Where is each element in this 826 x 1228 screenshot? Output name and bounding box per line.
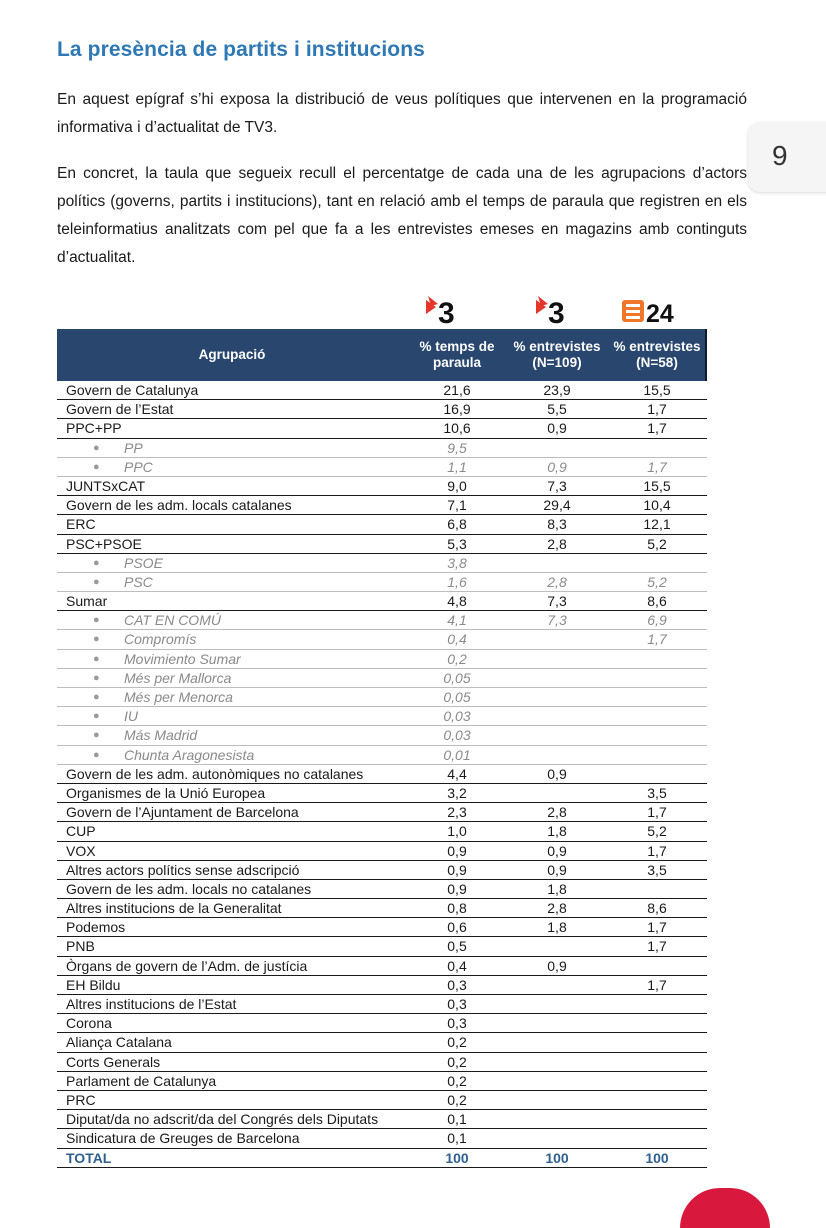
table-row bbox=[57, 995, 707, 1014]
tv3-logo-text: 3 bbox=[438, 297, 455, 326]
table-row bbox=[57, 400, 707, 419]
row-temps-paraula: 0,1 bbox=[447, 1111, 467, 1128]
row-entrevistes-324: 5,2 bbox=[647, 573, 667, 590]
row-entrevistes-324: 1,7 bbox=[647, 420, 667, 437]
row-temps-paraula: 9,0 bbox=[447, 477, 467, 494]
row-entrevistes-324: 15,5 bbox=[643, 382, 671, 398]
row-entrevistes-tv3: 23,9 bbox=[543, 382, 571, 398]
row-name: CAT EN COMÚ bbox=[124, 612, 221, 629]
row-entrevistes-324 bbox=[607, 746, 707, 765]
row-temps-paraula: 0,2 bbox=[447, 1053, 467, 1070]
table-row bbox=[57, 937, 707, 956]
row-entrevistes-tv3: 1,8 bbox=[547, 880, 567, 897]
tv3-logo-text-2: 3 bbox=[548, 297, 565, 326]
row-temps-paraula: 0,4 bbox=[447, 957, 467, 974]
row-temps-paraula: 0,2 bbox=[447, 1072, 467, 1089]
row-entrevistes-tv3: 8,3 bbox=[547, 516, 567, 533]
row-entrevistes-tv3: 0,9 bbox=[547, 842, 567, 859]
table-subrow bbox=[57, 746, 707, 765]
row-name: Más Madrid bbox=[124, 727, 198, 744]
tv3-logo-icon-2 bbox=[536, 296, 580, 326]
table-row bbox=[57, 842, 707, 861]
table-subrow bbox=[57, 611, 707, 630]
row-temps-paraula: 0,8 bbox=[447, 900, 467, 917]
c324-logo-text: 24 bbox=[646, 300, 674, 326]
bullet-icon: ● bbox=[93, 556, 100, 569]
row-entrevistes-324 bbox=[607, 554, 707, 573]
row-entrevistes-324 bbox=[607, 650, 707, 669]
table-row bbox=[57, 1033, 707, 1052]
row-name: Sindicatura de Greuges de Barcelona bbox=[66, 1130, 300, 1147]
row-entrevistes-tv3: 1,8 bbox=[547, 823, 567, 840]
row-entrevistes-324 bbox=[607, 1091, 707, 1110]
table-row bbox=[57, 861, 707, 880]
table-row bbox=[57, 1053, 707, 1072]
row-entrevistes-tv3 bbox=[507, 707, 607, 726]
header-agrupacio: Agrupació bbox=[198, 347, 266, 362]
row-temps-paraula: 0,03 bbox=[443, 708, 471, 725]
bullet-icon: ● bbox=[93, 729, 100, 742]
row-temps-paraula: 0,9 bbox=[447, 880, 467, 897]
row-temps-paraula: 0,2 bbox=[447, 1034, 467, 1051]
political-actors-table bbox=[57, 329, 707, 1168]
row-temps-paraula: 0,4 bbox=[447, 631, 467, 648]
row-entrevistes-324 bbox=[607, 957, 707, 976]
row-temps-paraula: 0,3 bbox=[447, 1015, 467, 1032]
row-temps-paraula: 7,1 bbox=[447, 497, 467, 514]
bullet-icon: ● bbox=[93, 441, 100, 454]
row-temps-paraula: 0,05 bbox=[443, 669, 471, 686]
header-entrevistes-tv3: % entrevistes (N=109) bbox=[513, 339, 601, 370]
table-row bbox=[57, 535, 707, 554]
table-row bbox=[57, 1129, 707, 1148]
row-entrevistes-tv3: 29,4 bbox=[543, 497, 571, 514]
row-name: JUNTSxCAT bbox=[66, 477, 146, 494]
row-temps-paraula: 4,4 bbox=[447, 765, 467, 782]
row-entrevistes-tv3 bbox=[507, 995, 607, 1014]
row-entrevistes-324: 15,5 bbox=[643, 477, 671, 494]
row-entrevistes-tv3: 7,3 bbox=[547, 612, 567, 629]
row-temps-paraula: 0,3 bbox=[447, 996, 467, 1012]
row-entrevistes-324 bbox=[607, 1014, 707, 1033]
table-row bbox=[57, 1014, 707, 1033]
row-name: Altres institucions de l’Estat bbox=[66, 996, 237, 1012]
row-temps-paraula: 0,2 bbox=[447, 650, 467, 667]
c324-logo-icon bbox=[622, 296, 692, 326]
page-number: 9 bbox=[772, 140, 788, 171]
row-temps-paraula: 3,2 bbox=[447, 784, 467, 801]
table-subrow bbox=[57, 688, 707, 707]
row-name: Altres institucions de la Generalitat bbox=[66, 900, 282, 917]
row-entrevistes-324: 6,9 bbox=[647, 612, 667, 629]
row-name: PRC bbox=[66, 1091, 96, 1108]
row-name: EH Bildu bbox=[66, 976, 121, 993]
row-temps-paraula: 3,8 bbox=[447, 554, 467, 571]
table-body bbox=[57, 381, 707, 1149]
bullet-icon: ● bbox=[93, 691, 100, 703]
row-name: Govern de l’Estat bbox=[66, 401, 174, 418]
row-temps-paraula: 4,8 bbox=[447, 593, 467, 610]
table-row bbox=[57, 1110, 707, 1129]
row-entrevistes-324: 10,4 bbox=[643, 497, 671, 514]
header-entrevistes-324: % entrevistes (N=58) bbox=[613, 339, 701, 370]
row-name: Govern de l’Ajuntament de Barcelona bbox=[66, 804, 299, 821]
row-temps-paraula: 1,6 bbox=[447, 573, 467, 590]
row-temps-paraula: 21,6 bbox=[443, 382, 471, 398]
row-entrevistes-tv3 bbox=[507, 746, 607, 765]
row-entrevistes-tv3: 2,8 bbox=[547, 900, 567, 917]
row-temps-paraula: 0,1 bbox=[447, 1130, 467, 1147]
table-subrow bbox=[57, 650, 707, 669]
row-name: Compromís bbox=[124, 631, 197, 648]
row-entrevistes-tv3: 2,8 bbox=[547, 573, 567, 590]
intro-paragraph: En aquest epígraf s’hi exposa la distribució de veus polítiques que intervenen en la programació informativa i d’actualitat de TV3. bbox=[57, 91, 747, 136]
table-row bbox=[57, 765, 707, 784]
row-temps-paraula: 0,2 bbox=[447, 1091, 467, 1108]
row-entrevistes-324 bbox=[607, 688, 707, 707]
row-entrevistes-tv3: 0,9 bbox=[547, 458, 567, 475]
row-name: PPC bbox=[124, 458, 153, 475]
row-name: Chunta Aragonesista bbox=[124, 746, 255, 763]
row-entrevistes-tv3: 1,8 bbox=[547, 919, 567, 936]
bullet-icon: ● bbox=[93, 652, 100, 665]
table-total-row bbox=[57, 1149, 707, 1168]
row-entrevistes-324: 1,7 bbox=[647, 631, 667, 648]
row-entrevistes-324 bbox=[607, 1110, 707, 1129]
row-entrevistes-324: 5,2 bbox=[647, 823, 667, 840]
row-entrevistes-324 bbox=[607, 669, 707, 688]
row-name: PNB bbox=[66, 938, 95, 955]
table-row bbox=[57, 957, 707, 976]
row-entrevistes-324: 1,7 bbox=[647, 842, 667, 859]
row-temps-paraula: 0,9 bbox=[447, 861, 467, 878]
row-entrevistes-tv3 bbox=[507, 650, 607, 669]
row-name: PSC bbox=[124, 573, 153, 590]
table-row bbox=[57, 1072, 707, 1091]
table-row bbox=[57, 1091, 707, 1110]
row-temps-paraula: 16,9 bbox=[443, 401, 471, 418]
floating-action-button[interactable] bbox=[680, 1188, 770, 1228]
table-subrow bbox=[57, 669, 707, 688]
row-temps-paraula: 0,5 bbox=[447, 938, 467, 955]
row-entrevistes-tv3 bbox=[507, 669, 607, 688]
row-name: Més per Mallorca bbox=[124, 669, 232, 686]
row-temps-paraula: 0,9 bbox=[447, 842, 467, 859]
row-entrevistes-324 bbox=[607, 439, 707, 458]
row-temps-paraula: 0,03 bbox=[443, 727, 471, 744]
bullet-icon: ● bbox=[93, 671, 100, 684]
row-entrevistes-324: 5,2 bbox=[647, 535, 667, 552]
row-name: Altres actors polítics sense adscripció bbox=[66, 861, 300, 878]
tv3-logo-icon bbox=[426, 296, 470, 326]
row-entrevistes-tv3: 0,9 bbox=[547, 957, 567, 974]
table-subrow bbox=[57, 554, 707, 573]
row-name: Govern de les adm. locals catalanes bbox=[66, 497, 292, 514]
row-entrevistes-tv3 bbox=[507, 630, 607, 649]
row-name: Òrgans de govern de l’Adm. de justícia bbox=[66, 957, 308, 974]
row-temps-paraula: 1,1 bbox=[447, 458, 467, 475]
row-entrevistes-324: 1,7 bbox=[647, 458, 667, 475]
table-row bbox=[57, 803, 707, 822]
row-entrevistes-324: 3,5 bbox=[647, 784, 667, 801]
total-label: TOTAL bbox=[66, 1149, 112, 1166]
bullet-icon: ● bbox=[93, 575, 100, 588]
row-temps-paraula: 1,0 bbox=[447, 823, 467, 840]
detail-paragraph: En concret, la taula que segueix recull el percentatge de cada una de les agrupacions d’actors polítics (governs, partits i institucions), tant en relació amb el temps de paraula que registren en els teleinformatius analitzats com pel que fa a les entrevistes emeses en magazins amb continguts d’actualitat. bbox=[57, 165, 747, 266]
row-name: PP bbox=[124, 439, 143, 456]
table-row bbox=[57, 419, 707, 438]
row-entrevistes-324: 1,7 bbox=[647, 804, 667, 821]
row-name: VOX bbox=[66, 842, 96, 859]
row-temps-paraula: 9,5 bbox=[447, 439, 467, 456]
table-subrow bbox=[57, 439, 707, 458]
row-entrevistes-324 bbox=[607, 1072, 707, 1091]
header-temps-paraula: % temps de paraula bbox=[419, 339, 495, 370]
row-entrevistes-tv3 bbox=[507, 976, 607, 995]
row-temps-paraula: 5,3 bbox=[447, 535, 467, 552]
row-entrevistes-324: 3,5 bbox=[647, 861, 667, 878]
row-entrevistes-324 bbox=[607, 1129, 707, 1148]
row-name: Corts Generals bbox=[66, 1053, 161, 1070]
table-row bbox=[57, 496, 707, 515]
row-entrevistes-tv3 bbox=[507, 439, 607, 458]
table-subrow bbox=[57, 630, 707, 649]
row-name: ERC bbox=[66, 516, 96, 533]
table-row bbox=[57, 381, 707, 400]
row-entrevistes-tv3 bbox=[507, 1053, 607, 1072]
row-name: PSC+PSOE bbox=[66, 535, 142, 552]
bullet-icon: ● bbox=[93, 614, 100, 627]
row-entrevistes-324 bbox=[607, 726, 707, 745]
table-row bbox=[57, 822, 707, 841]
row-name: Corona bbox=[66, 1015, 112, 1032]
row-entrevistes-tv3: 0,9 bbox=[547, 861, 567, 878]
row-temps-paraula: 10,6 bbox=[443, 420, 471, 437]
row-entrevistes-324 bbox=[607, 707, 707, 726]
row-temps-paraula: 0,05 bbox=[443, 689, 471, 705]
row-entrevistes-324 bbox=[607, 765, 707, 784]
row-name: Diputat/da no adscrit/da del Congrés dels Diputats bbox=[66, 1111, 379, 1128]
total-entrevistes-324: 100 bbox=[645, 1149, 669, 1166]
row-entrevistes-324: 8,6 bbox=[647, 900, 667, 917]
bullet-icon: ● bbox=[93, 748, 100, 761]
row-entrevistes-324 bbox=[607, 995, 707, 1014]
row-temps-paraula: 6,8 bbox=[447, 516, 467, 533]
table-subrow bbox=[57, 707, 707, 726]
table-row bbox=[57, 477, 707, 496]
table-row bbox=[57, 976, 707, 995]
row-entrevistes-tv3: 2,8 bbox=[547, 535, 567, 552]
row-temps-paraula: 2,3 bbox=[447, 804, 467, 821]
row-name: Podemos bbox=[66, 919, 126, 936]
table-header bbox=[57, 329, 707, 381]
row-entrevistes-tv3 bbox=[507, 1110, 607, 1129]
row-entrevistes-tv3 bbox=[507, 1033, 607, 1052]
row-entrevistes-tv3 bbox=[507, 1014, 607, 1033]
row-name: Organismes de la Unió Europea bbox=[66, 784, 266, 801]
table-row bbox=[57, 918, 707, 937]
table-row bbox=[57, 784, 707, 803]
row-name: Govern de les adm. locals no catalanes bbox=[66, 880, 312, 897]
table-row bbox=[57, 515, 707, 534]
bullet-icon: ● bbox=[93, 460, 100, 473]
row-name: Sumar bbox=[66, 593, 108, 610]
row-entrevistes-tv3 bbox=[507, 726, 607, 745]
row-entrevistes-tv3 bbox=[507, 784, 607, 803]
row-name: Més per Menorca bbox=[124, 689, 233, 705]
row-name: Govern de les adm. autonòmiques no catalanes bbox=[66, 765, 364, 782]
row-name: Govern de Catalunya bbox=[66, 382, 199, 398]
row-temps-paraula: 0,3 bbox=[447, 976, 467, 993]
row-entrevistes-tv3: 2,8 bbox=[547, 804, 567, 821]
row-entrevistes-324: 8,6 bbox=[647, 593, 667, 610]
table-subrow bbox=[57, 458, 707, 477]
row-name: IU bbox=[124, 708, 138, 725]
row-entrevistes-324: 1,7 bbox=[647, 976, 667, 993]
row-entrevistes-tv3 bbox=[507, 1091, 607, 1110]
table-subrow bbox=[57, 726, 707, 745]
row-entrevistes-tv3: 0,9 bbox=[547, 765, 567, 782]
row-entrevistes-324 bbox=[607, 880, 707, 899]
row-entrevistes-tv3 bbox=[507, 688, 607, 707]
bullet-icon: ● bbox=[93, 633, 100, 646]
row-name: PSOE bbox=[124, 554, 163, 571]
row-temps-paraula: 4,1 bbox=[447, 612, 467, 629]
row-entrevistes-tv3: 0,9 bbox=[547, 420, 567, 437]
table-row bbox=[57, 592, 707, 611]
row-entrevistes-tv3 bbox=[507, 1072, 607, 1091]
row-entrevistes-324: 1,7 bbox=[647, 401, 667, 418]
row-entrevistes-tv3 bbox=[507, 1129, 607, 1148]
row-entrevistes-tv3: 5,5 bbox=[547, 401, 567, 418]
table-row bbox=[57, 880, 707, 899]
row-name: CUP bbox=[66, 823, 96, 840]
bullet-icon: ● bbox=[93, 710, 100, 723]
row-entrevistes-324: 12,1 bbox=[643, 516, 671, 533]
row-entrevistes-324 bbox=[607, 1033, 707, 1052]
row-entrevistes-tv3 bbox=[507, 554, 607, 573]
row-temps-paraula: 0,6 bbox=[447, 919, 467, 936]
row-entrevistes-324 bbox=[607, 1053, 707, 1072]
total-entrevistes-tv3: 100 bbox=[545, 1149, 569, 1166]
row-name: Aliança Catalana bbox=[66, 1034, 172, 1051]
row-name: PPC+PP bbox=[66, 420, 122, 437]
row-entrevistes-tv3: 7,3 bbox=[547, 477, 567, 494]
row-entrevistes-324: 1,7 bbox=[647, 919, 667, 936]
table-row bbox=[57, 899, 707, 918]
table-subrow bbox=[57, 573, 707, 592]
row-entrevistes-324: 1,7 bbox=[647, 938, 667, 955]
row-entrevistes-tv3 bbox=[507, 937, 607, 956]
total-temps: 100 bbox=[445, 1149, 469, 1166]
row-name: Movimiento Sumar bbox=[124, 650, 241, 667]
row-name: Parlament de Catalunya bbox=[66, 1072, 217, 1089]
row-temps-paraula: 0,01 bbox=[443, 746, 471, 763]
page-title: La presència de partits i institucions bbox=[57, 38, 425, 61]
row-entrevistes-tv3: 7,3 bbox=[547, 593, 567, 610]
